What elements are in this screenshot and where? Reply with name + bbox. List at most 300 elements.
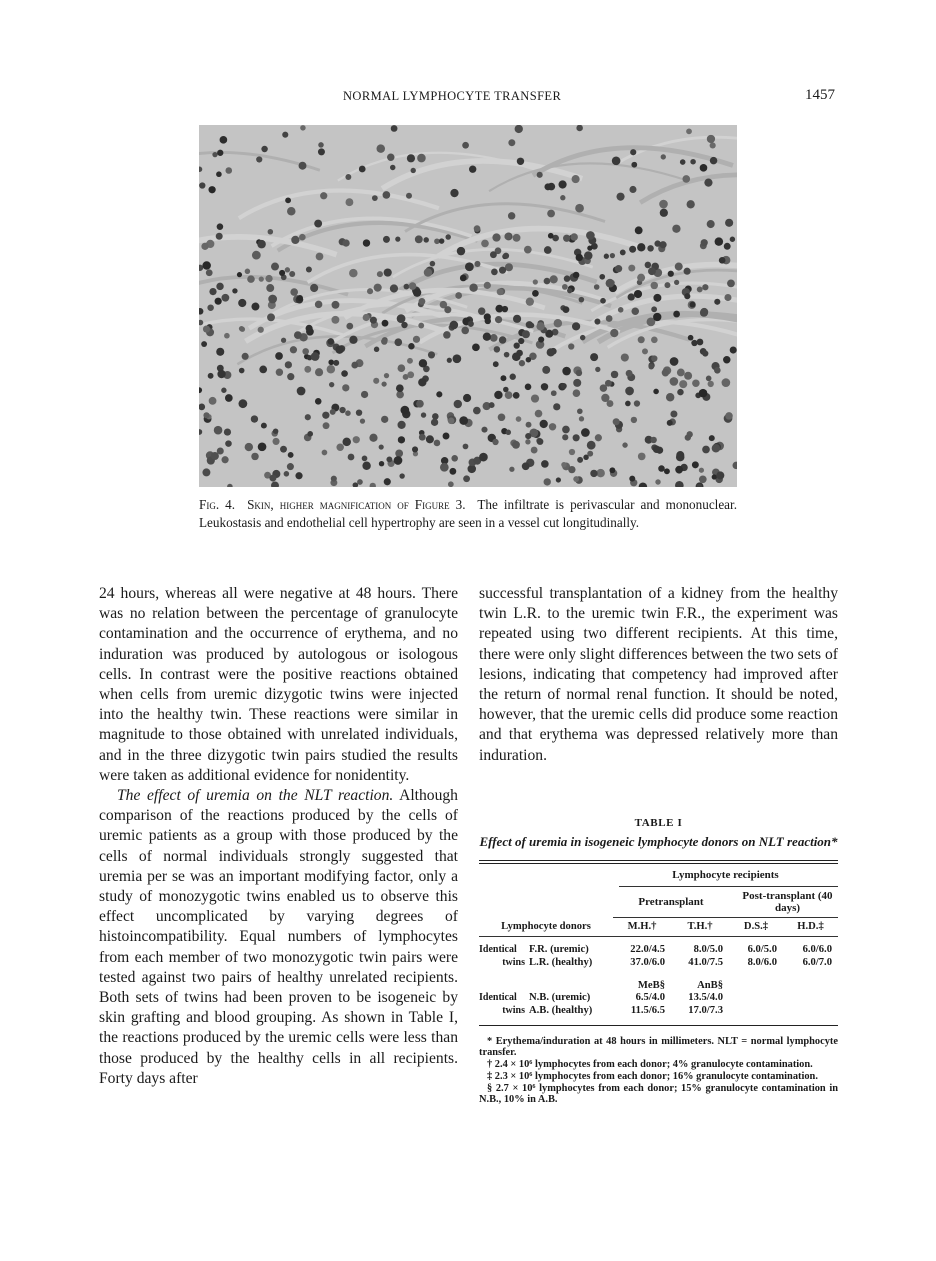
cell-nucleus	[625, 401, 631, 407]
cell-nucleus	[251, 303, 259, 311]
cell-nucleus	[497, 288, 504, 295]
donor-name: A.B. (healthy)	[529, 1004, 593, 1016]
cell-nucleus	[370, 317, 377, 324]
cell-nucleus	[302, 348, 309, 355]
cell-nucleus	[220, 136, 228, 144]
cell-nucleus	[553, 403, 560, 410]
cell-nucleus	[261, 423, 267, 429]
cell-nucleus	[607, 400, 614, 407]
micrograph-image	[199, 125, 737, 487]
cell-nucleus	[651, 355, 657, 361]
cell-nucleus	[629, 186, 636, 193]
cell-nucleus	[723, 356, 730, 363]
table-bottom-rule	[479, 1017, 838, 1026]
cell-nucleus	[568, 466, 575, 473]
cell-nucleus	[550, 275, 558, 283]
cell-nucleus	[659, 200, 668, 209]
cell-nucleus	[606, 315, 613, 322]
cell-nucleus	[299, 162, 307, 170]
cell-nucleus	[724, 294, 731, 301]
cell-nucleus	[284, 471, 290, 477]
cell-nucleus	[504, 233, 511, 240]
cell-nucleus	[461, 327, 469, 335]
cell-nucleus	[685, 434, 691, 440]
cell-nucleus	[201, 243, 208, 250]
cell-nucleus	[495, 305, 503, 313]
cell-nucleus	[699, 468, 704, 473]
cell-nucleus	[494, 391, 502, 399]
cell-nucleus	[258, 442, 267, 451]
cell-nucleus	[586, 231, 595, 240]
cell-nucleus	[650, 437, 656, 443]
cell-nucleus	[323, 422, 330, 429]
cell-nucleus	[573, 389, 581, 397]
cell-nucleus	[654, 240, 660, 246]
cell-nucleus	[390, 165, 395, 170]
cell-nucleus	[547, 348, 555, 356]
cell-nucleus	[499, 267, 506, 274]
table-cell: 13.5/4.0	[688, 991, 723, 1003]
cell-nucleus	[645, 262, 652, 269]
cell-nucleus	[257, 240, 266, 249]
footnote: § 2.7 × 10⁶ lymphocytes from each donor; 15% granulocyte contamination in N.B., 10% in A.B.	[479, 1082, 838, 1105]
cell-nucleus	[202, 261, 211, 270]
table-1	[479, 817, 838, 1106]
cell-nucleus	[419, 359, 427, 367]
cell-nucleus	[216, 348, 224, 356]
cell-nucleus	[587, 441, 596, 450]
cell-nucleus	[576, 125, 583, 131]
cell-nucleus	[595, 434, 602, 441]
cell-nucleus	[304, 366, 311, 373]
cell-nucleus	[407, 154, 415, 162]
cell-nucleus	[349, 269, 357, 277]
cell-nucleus	[712, 474, 717, 479]
cell-nucleus	[489, 402, 495, 408]
cell-nucleus	[516, 416, 522, 422]
cell-nucleus	[690, 302, 696, 308]
cell-nucleus	[346, 323, 353, 330]
cell-nucleus	[680, 159, 686, 165]
cell-nucleus	[493, 361, 499, 367]
cell-nucleus	[570, 233, 577, 240]
cell-nucleus	[300, 125, 305, 130]
cell-nucleus	[525, 384, 532, 391]
cell-nucleus	[722, 378, 731, 387]
cell-nucleus	[256, 156, 262, 162]
cell-nucleus	[709, 435, 715, 441]
cell-nucleus	[562, 426, 570, 434]
cell-nucleus	[474, 225, 481, 232]
cell-nucleus	[577, 457, 583, 463]
cell-nucleus	[599, 274, 605, 280]
cell-nucleus	[271, 263, 279, 271]
cell-nucleus	[484, 313, 491, 320]
cell-nucleus	[509, 467, 514, 472]
cell-nucleus	[330, 409, 336, 415]
cell-nucleus	[479, 453, 488, 462]
cell-nucleus	[687, 200, 695, 208]
subheader-posttransplant: Post-transplant (40 days)	[729, 887, 838, 917]
cell-nucleus	[615, 265, 622, 272]
cell-nucleus	[285, 267, 290, 272]
cell-nucleus	[653, 389, 659, 395]
cell-nucleus	[331, 476, 337, 482]
cell-nucleus	[642, 348, 648, 354]
cell-nucleus	[700, 309, 708, 317]
cell-nucleus	[245, 269, 250, 274]
cell-nucleus	[217, 150, 223, 156]
cell-nucleus	[577, 408, 583, 414]
cell-nucleus	[573, 379, 581, 387]
cell-nucleus	[564, 275, 570, 281]
cell-nucleus	[290, 346, 297, 353]
cell-nucleus	[581, 428, 590, 437]
cell-nucleus	[635, 226, 643, 234]
cell-nucleus	[217, 223, 224, 230]
subheader-pretransplant: Pretransplant	[613, 887, 729, 917]
cell-nucleus	[478, 307, 486, 315]
cell-nucleus	[258, 327, 264, 333]
cell-nucleus	[508, 139, 515, 146]
cell-nucleus	[454, 400, 462, 408]
cell-nucleus	[363, 314, 370, 321]
cell-nucleus	[259, 277, 264, 282]
cell-nucleus	[455, 292, 462, 299]
cell-nucleus	[692, 379, 700, 387]
cell-nucleus	[674, 280, 679, 285]
cell-nucleus	[653, 313, 661, 321]
cell-nucleus	[245, 443, 253, 451]
group-label: Identical	[479, 943, 517, 955]
cell-nucleus	[310, 284, 318, 292]
cell-nucleus	[294, 331, 302, 339]
cell-nucleus	[522, 330, 530, 338]
cell-nucleus	[662, 369, 669, 376]
table-row	[479, 1004, 838, 1017]
cell-nucleus	[214, 426, 223, 435]
cell-nucleus	[484, 282, 491, 289]
cell-nucleus	[413, 288, 421, 296]
table-footnotes	[479, 1036, 838, 1105]
cell-nucleus	[605, 380, 612, 387]
cell-nucleus	[544, 278, 551, 285]
cell-nucleus	[473, 407, 481, 415]
cell-nucleus	[421, 412, 426, 417]
cell-nucleus	[670, 377, 679, 386]
cell-nucleus	[579, 297, 585, 303]
cell-nucleus	[224, 333, 230, 339]
cell-nucleus	[600, 298, 606, 304]
cell-nucleus	[730, 237, 735, 242]
cell-nucleus	[653, 294, 661, 302]
cell-nucleus	[428, 351, 435, 358]
cell-nucleus	[498, 413, 506, 421]
cell-nucleus	[568, 343, 574, 349]
cell-nucleus	[216, 233, 223, 240]
cell-nucleus	[407, 371, 414, 378]
cell-nucleus	[716, 471, 724, 479]
table-cell: 6.5/4.0	[635, 991, 665, 1003]
cell-nucleus	[460, 275, 467, 282]
cell-nucleus	[399, 473, 404, 478]
cell-nucleus	[515, 125, 523, 133]
cell-nucleus	[221, 456, 228, 463]
cell-nucleus	[305, 414, 311, 420]
cell-nucleus	[379, 444, 384, 449]
footnote: † 2.4 × 10⁶ lymphocytes from each donor; 4% granulocyte contamination.	[487, 1058, 813, 1070]
cell-nucleus	[261, 146, 267, 152]
cell-nucleus	[651, 282, 658, 289]
cell-nucleus	[397, 314, 406, 323]
cell-nucleus	[702, 284, 708, 290]
cell-nucleus	[275, 352, 283, 360]
cell-nucleus	[647, 245, 654, 252]
group-label: Identical	[479, 991, 517, 1003]
cell-nucleus	[637, 274, 645, 282]
cell-nucleus	[332, 301, 340, 309]
cell-nucleus	[626, 370, 633, 377]
cell-nucleus	[374, 284, 382, 292]
cell-nucleus	[638, 453, 646, 461]
cell-nucleus	[634, 400, 640, 406]
cell-nucleus	[238, 299, 246, 307]
cell-nucleus	[573, 272, 580, 279]
cell-nucleus	[563, 306, 570, 313]
cell-nucleus	[307, 431, 313, 437]
cell-nucleus	[407, 358, 413, 364]
cell-nucleus	[613, 418, 620, 425]
cell-nucleus	[451, 455, 458, 462]
cell-nucleus	[702, 350, 708, 356]
cell-nucleus	[481, 240, 489, 248]
cell-nucleus	[360, 418, 365, 423]
cell-nucleus	[351, 362, 358, 369]
cell-nucleus	[328, 338, 335, 345]
cell-nucleus	[666, 393, 674, 401]
paragraph	[99, 786, 458, 1089]
cell-nucleus	[514, 342, 520, 348]
cell-nucleus	[730, 347, 737, 354]
cell-nucleus	[237, 272, 242, 277]
cell-nucleus	[320, 192, 327, 199]
cell-nucleus	[561, 462, 566, 467]
cell-nucleus	[411, 168, 416, 173]
cell-nucleus	[297, 295, 303, 301]
cell-nucleus	[318, 148, 325, 155]
cell-nucleus	[315, 398, 322, 405]
cell-nucleus	[524, 246, 532, 254]
cell-nucleus	[449, 468, 456, 475]
cell-nucleus	[561, 383, 567, 389]
cell-nucleus	[700, 164, 708, 172]
cell-nucleus	[610, 329, 618, 337]
cell-nucleus	[664, 282, 670, 288]
cell-nucleus	[629, 246, 636, 253]
cell-nucleus	[469, 166, 476, 173]
cell-nucleus	[492, 233, 500, 241]
cell-nucleus	[583, 455, 588, 460]
cell-nucleus	[362, 462, 370, 470]
cell-nucleus	[443, 331, 451, 339]
cell-nucleus	[419, 434, 426, 441]
cell-nucleus	[221, 388, 226, 393]
cell-nucleus	[221, 294, 229, 302]
cell-nucleus	[699, 389, 708, 398]
cell-nucleus	[638, 336, 645, 343]
cell-nucleus	[436, 391, 442, 397]
cell-nucleus	[242, 353, 249, 360]
cell-nucleus	[710, 157, 718, 165]
cell-nucleus	[339, 407, 345, 413]
cell-nucleus	[684, 372, 692, 380]
cell-nucleus	[315, 301, 323, 309]
cell-nucleus	[690, 159, 696, 165]
cell-nucleus	[513, 315, 521, 323]
cell-nucleus	[199, 182, 205, 188]
cell-nucleus	[381, 381, 386, 386]
cell-nucleus	[208, 186, 215, 193]
cell-nucleus	[529, 323, 534, 328]
cell-nucleus	[563, 235, 570, 242]
cell-nucleus	[251, 415, 258, 422]
cell-nucleus	[518, 338, 524, 344]
paragraph: successful transplantation of a kidney from the healthy twin L.R. to the uremic twin F.R., the experiment was repeated using two different recipients. At this time, there were only slight differences between the two sets of lesions, indicating that competency had improved after the return of normal renal function. It should be noted, however, that the uremic cells did produce some reaction and that erythema was depressed relatively more than induration.	[479, 585, 838, 764]
cell-nucleus	[377, 144, 385, 152]
cell-nucleus	[616, 193, 624, 201]
cell-nucleus	[341, 370, 348, 377]
cell-nucleus	[424, 268, 432, 276]
cell-nucleus	[548, 233, 554, 239]
cell-nucleus	[631, 417, 637, 423]
cell-nucleus	[215, 298, 222, 305]
cell-nucleus	[267, 313, 275, 321]
cell-nucleus	[661, 154, 666, 159]
table-cell: 41.0/7.5	[688, 956, 723, 968]
cell-nucleus	[631, 162, 637, 168]
cell-nucleus	[387, 154, 394, 161]
cell-nucleus	[512, 441, 520, 449]
cell-nucleus	[491, 269, 498, 276]
cell-nucleus	[232, 288, 237, 293]
table-cell: 6.0/7.0	[802, 956, 832, 968]
cell-nucleus	[629, 476, 635, 482]
cell-nucleus	[361, 391, 368, 398]
table-cell: 11.5/6.5	[630, 1004, 665, 1016]
cell-nucleus	[288, 452, 294, 458]
cell-nucleus	[450, 189, 458, 197]
cell-nucleus	[541, 460, 549, 468]
cell-nucleus	[318, 142, 324, 148]
cell-nucleus	[537, 438, 544, 445]
table-cell: 22.0/4.5	[630, 943, 665, 955]
cell-nucleus	[503, 253, 509, 259]
cell-nucleus	[531, 394, 539, 402]
cell-nucleus	[675, 263, 683, 271]
cell-nucleus	[406, 193, 412, 199]
caption-text: The infiltrate is perivascular and mononuclear. Leukostasis and endothelial cell hypertrophy are seen in a vessel cut longitudinally.	[199, 497, 738, 530]
cell-nucleus	[562, 434, 568, 440]
cell-nucleus	[273, 428, 279, 434]
cell-nucleus	[287, 207, 296, 216]
table-label: TABLE I	[634, 817, 683, 829]
cell-nucleus	[251, 453, 258, 460]
cell-nucleus	[576, 370, 583, 377]
cell-nucleus	[505, 391, 513, 399]
cell-nucleus	[203, 412, 209, 418]
cell-nucleus	[519, 360, 525, 366]
cell-nucleus	[225, 167, 232, 174]
cell-nucleus	[395, 449, 403, 457]
cell-nucleus	[658, 465, 665, 472]
cell-nucleus	[719, 257, 726, 264]
cell-nucleus	[536, 322, 544, 330]
cell-nucleus	[595, 367, 600, 372]
cell-nucleus	[679, 380, 687, 388]
cell-nucleus	[620, 250, 626, 256]
cell-nucleus	[715, 237, 723, 245]
cell-nucleus	[379, 461, 384, 466]
donor-name: L.R. (healthy)	[529, 956, 593, 968]
cell-nucleus	[398, 364, 406, 372]
cell-nucleus	[397, 421, 405, 429]
caption-title: Skin, higher magnification of Figure 3.	[247, 497, 466, 512]
table-cell: 6.0/6.0	[802, 943, 832, 955]
table-row	[479, 943, 838, 956]
cell-nucleus	[209, 288, 216, 295]
cell-nucleus	[224, 428, 231, 435]
cell-nucleus	[554, 319, 562, 327]
cell-nucleus	[522, 462, 530, 470]
table-row	[479, 956, 838, 969]
cell-nucleus	[542, 366, 550, 374]
cell-nucleus	[207, 304, 213, 310]
cell-nucleus	[238, 399, 247, 408]
cell-nucleus	[418, 323, 424, 329]
cell-nucleus	[459, 416, 468, 425]
running-title: NORMAL LYMPHOCYTE TRANSFER	[343, 89, 562, 103]
cell-nucleus	[532, 290, 539, 297]
cell-nucleus	[434, 440, 441, 447]
cell-nucleus	[692, 461, 699, 468]
cell-nucleus	[342, 384, 349, 391]
cell-nucleus	[535, 410, 543, 418]
cell-nucleus	[447, 358, 452, 363]
cell-nucleus	[374, 347, 379, 352]
cell-nucleus	[353, 436, 360, 443]
table-title: Effect of uremia in isogeneic lymphocyte donors on NLT reaction*	[479, 834, 838, 849]
cell-nucleus	[285, 361, 292, 368]
table-cell: 17.0/7.3	[688, 1004, 723, 1016]
cell-nucleus	[686, 128, 692, 134]
cell-nucleus	[513, 234, 521, 242]
cell-nucleus	[526, 298, 534, 306]
cell-nucleus	[483, 333, 491, 341]
cell-nucleus	[440, 463, 449, 472]
cell-nucleus	[345, 410, 351, 416]
cell-nucleus	[443, 433, 450, 440]
cell-nucleus	[622, 442, 627, 447]
cell-nucleus	[457, 247, 465, 255]
cell-nucleus	[653, 445, 661, 453]
cell-nucleus	[684, 268, 691, 275]
cell-nucleus	[691, 340, 697, 346]
cell-nucleus	[651, 336, 658, 343]
cell-nucleus	[268, 229, 274, 235]
cell-nucleus	[395, 237, 400, 242]
cell-nucleus	[462, 142, 469, 149]
cell-nucleus	[285, 197, 291, 203]
